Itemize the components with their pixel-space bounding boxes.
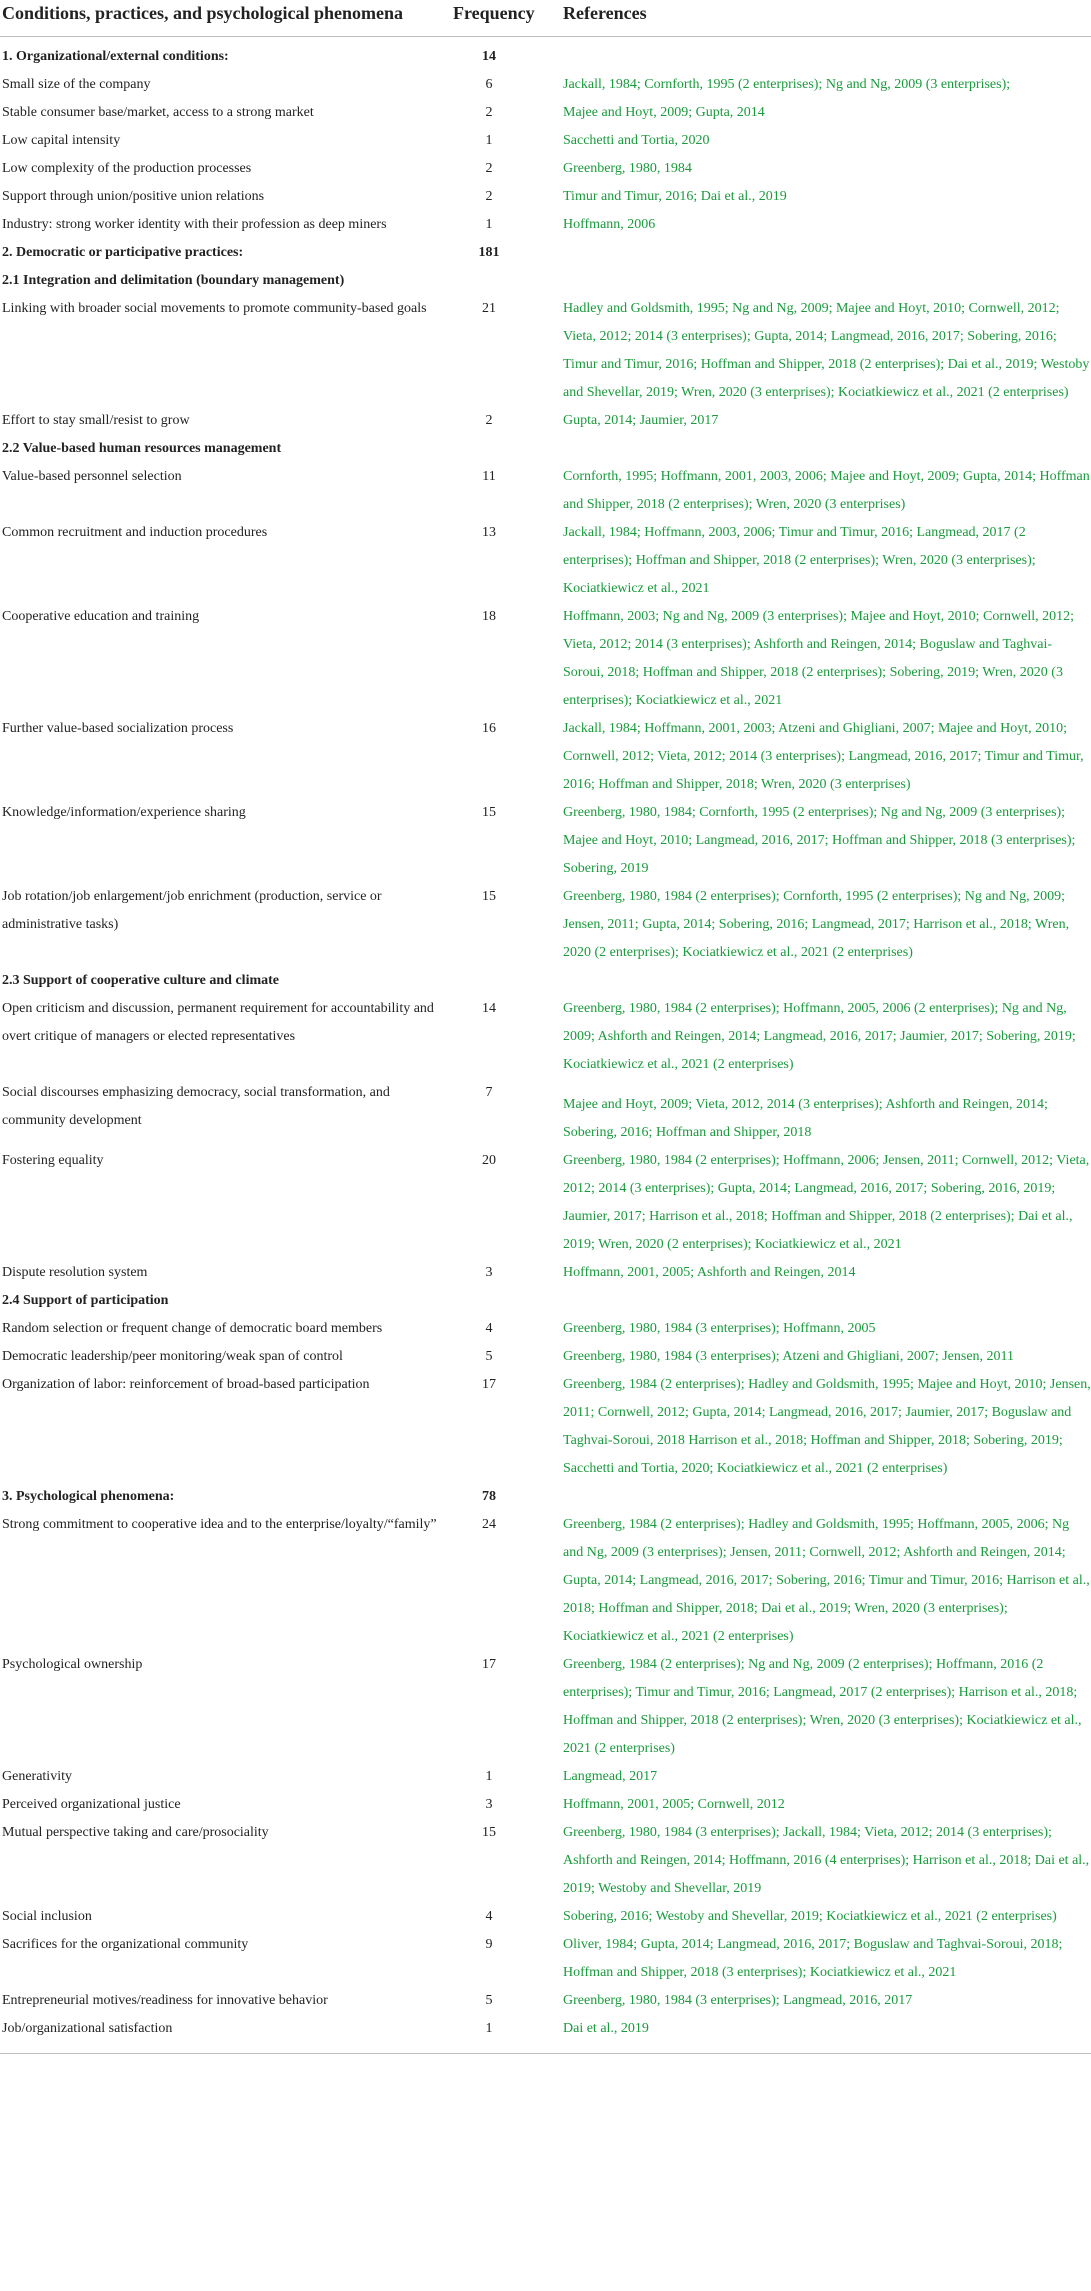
- references-cell: Greenberg, 1984 (2 enterprises); Ng and Ng, 2009 (2 enterprises); Hoffmann, 2016 (2 enterprises); Timur and Timur, 2016; Langmead, 2017 (2 enterprises); Harrison et al., 2018; Hoffman and Shipper, 2018 (2 enterprises); Wren, 2020 (3 enterprises); Kociatkiewicz et al., 2021 (2 enterprises): [563, 1657, 1082, 1756]
- condition-cell: Support through union/positive union relations: [2, 189, 265, 204]
- table-row: [0, 99, 1091, 127]
- table-row: [0, 1763, 1091, 1791]
- condition-cell: Common recruitment and induction procedures: [2, 525, 268, 540]
- table-row: [0, 2015, 1091, 2043]
- frequency-cell: 20: [482, 1153, 496, 1168]
- table-row: [0, 603, 1091, 715]
- references-cell: Greenberg, 1980, 1984 (3 enterprises); Atzeni and Ghigliani, 2007; Jensen, 2011: [563, 1349, 1015, 1364]
- table-end-rule: [0, 2043, 1091, 2054]
- frequency-cell: 18: [482, 609, 496, 624]
- condition-cell: Open criticism and discussion, permanent requirement for accountability and overt critique of managers or elected representatives: [2, 1001, 434, 1044]
- references-cell: Jackall, 1984; Hoffmann, 2003, 2006; Timur and Timur, 2016; Langmead, 2017 (2 enterprises); Hoffman and Shipper, 2018 (2 enterprises); Wren, 2020 (3 enterprises); Kociatkiewicz et al., 2021: [563, 525, 1036, 596]
- table-row: [0, 211, 1091, 239]
- references-cell: Greenberg, 1980, 1984; Cornforth, 1995 (2 enterprises); Ng and Ng, 2009 (3 enterprises); Majee and Hoyt, 2010; Langmead, 2016, 2017; Hoffman and Shipper, 2018 (3 enterprises); Sobering, 2019: [563, 805, 1076, 876]
- subsection-row: [0, 267, 1091, 295]
- condition-cell: Knowledge/information/experience sharing: [2, 805, 246, 820]
- frequency-cell: 17: [482, 1657, 496, 1672]
- section-row: [0, 1483, 1091, 1511]
- references-cell: Greenberg, 1980, 1984 (3 enterprises); Jackall, 1984; Vieta, 2012; 2014 (3 enterprises); Ashforth and Reingen, 2014; Hoffmann, 2016 (4 enterprises); Harrison et al., 2018; Dai et al., 2019; Westoby and Shevellar, 2019: [563, 1825, 1090, 1896]
- references-cell: Hoffmann, 2001, 2005; Ashforth and Reingen, 2014: [563, 1265, 856, 1280]
- frequency-cell: 3: [485, 1797, 493, 1812]
- references-cell: Greenberg, 1984 (2 enterprises); Hadley and Goldsmith, 1995; Majee and Hoyt, 2010; Jensen, 2011; Cornwell, 2012; Gupta, 2014; Langmead, 2016, 2017; Jaumier, 2017; Boguslaw and Taghvai-Soroui, 2018 Harrison et al., 2018; Hoffman and Shipper, 2018; Sobering, 2019; Sacchetti and Tortia, 2020; Kociatkiewicz et al., 2021 (2 enterprises): [563, 1377, 1091, 1476]
- table-row: [0, 519, 1091, 603]
- frequency-cell: 5: [485, 1349, 493, 1364]
- table-header-row: [0, 0, 1091, 37]
- references-cell: Hoffmann, 2001, 2005; Cornwell, 2012: [563, 1797, 785, 1812]
- frequency-cell: 11: [482, 469, 496, 484]
- frequency-cell: 17: [482, 1377, 496, 1392]
- condition-cell: Stable consumer base/market, access to a strong market: [2, 105, 314, 120]
- condition-cell: Mutual perspective taking and care/prosociality: [2, 1825, 269, 1840]
- condition-cell: 2.3 Support of cooperative culture and climate: [2, 973, 279, 988]
- frequency-cell: 14: [482, 1001, 496, 1016]
- table-row: [0, 1791, 1091, 1819]
- frequency-cell: 15: [482, 1825, 496, 1840]
- condition-cell: Entrepreneurial motives/readiness for innovative behavior: [2, 1993, 328, 2008]
- table-row: [0, 183, 1091, 211]
- subsection-row: [0, 967, 1091, 995]
- table-row: [0, 463, 1091, 519]
- frequency-cell: [443, 967, 563, 995]
- condition-cell: 3. Psychological phenomena:: [2, 1489, 175, 1504]
- table-body: [0, 37, 1091, 2054]
- references-cell: Sobering, 2016; Westoby and Shevellar, 2019; Kociatkiewicz et al., 2021 (2 enterprises): [563, 1909, 1057, 1924]
- section-row: [0, 239, 1091, 267]
- references-cell: Sacchetti and Tortia, 2020: [563, 133, 710, 148]
- condition-cell: Low complexity of the production processes: [2, 161, 252, 176]
- condition-cell: Random selection or frequent change of democratic board members: [2, 1321, 383, 1336]
- condition-cell: Democratic leadership/peer monitoring/weak span of control: [2, 1349, 343, 1364]
- condition-cell: Small size of the company: [2, 77, 151, 92]
- frequency-cell: 4: [485, 1321, 493, 1336]
- references-cell: Jackall, 1984; Cornforth, 1995 (2 enterprises); Ng and Ng, 2009 (3 enterprises);: [563, 77, 1011, 92]
- references-cell: [563, 239, 1091, 267]
- frequency-cell: 78: [482, 1489, 496, 1504]
- references-cell: Majee and Hoyt, 2009; Gupta, 2014: [563, 105, 765, 120]
- references-cell: [563, 967, 1091, 995]
- condition-cell: Further value-based socialization process: [2, 721, 234, 736]
- condition-cell: Fostering equality: [2, 1153, 104, 1168]
- frequency-cell: [443, 435, 563, 463]
- condition-cell: 2.1 Integration and delimitation (boundary management): [2, 273, 345, 288]
- table-row: [0, 1343, 1091, 1371]
- section-row: [0, 43, 1091, 71]
- header-references: References: [563, 0, 1091, 37]
- frequency-cell: 14: [482, 49, 496, 64]
- condition-cell: 2.4 Support of participation: [2, 1293, 169, 1308]
- header-conditions: Conditions, practices, and psychological phenomena: [0, 0, 443, 37]
- condition-cell: 1. Organizational/external conditions:: [2, 49, 229, 64]
- references-cell: Greenberg, 1980, 1984 (2 enterprises); Hoffmann, 2006; Jensen, 2011; Cornwell, 2012; Vieta, 2012; 2014 (3 enterprises); Gupta, 2014; Langmead, 2016, 2017; Sobering, 2016, 2019; Jaumier, 2017; Harrison et al., 2018; Hoffman and Shipper, 2018 (2 enterprises); Dai et al., 2019; Wren, 2020 (2 enterprises); Kociatkiewicz et al., 2021: [563, 1153, 1090, 1252]
- condition-cell: Perceived organizational justice: [2, 1797, 181, 1812]
- table-row: [0, 127, 1091, 155]
- references-cell: Hoffmann, 2003; Ng and Ng, 2009 (3 enterprises); Majee and Hoyt, 2010; Cornwell, 2012; Vieta, 2012; 2014 (3 enterprises); Ashforth and Reingen, 2014; Boguslaw and Taghvai-Soroui, 2018; Hoffman and Shipper, 2018 (2 enterprises); Sobering, 2019; Wren, 2020 (3 enterprises); Kociatkiewicz et al., 2021: [563, 609, 1075, 708]
- frequency-cell: 15: [482, 889, 496, 904]
- references-cell: Jackall, 1984; Hoffmann, 2001, 2003; Atzeni and Ghigliani, 2007; Majee and Hoyt, 2010; Cornwell, 2012; Vieta, 2012; 2014 (3 enterprises); Langmead, 2016, 2017; Timur and Timur, 2016; Hoffman and Shipper, 2018; Wren, 2020 (3 enterprises): [563, 721, 1084, 792]
- table-row: [0, 295, 1091, 407]
- references-cell: Dai et al., 2019: [563, 2021, 649, 2036]
- frequency-cell: 3: [485, 1265, 493, 1280]
- condition-cell: Social discourses emphasizing democracy, social transformation, and community development: [2, 1085, 390, 1128]
- table-row: [0, 155, 1091, 183]
- condition-cell: Job/organizational satisfaction: [2, 2021, 173, 2036]
- frequency-cell: 4: [485, 1909, 493, 1924]
- references-cell: [563, 435, 1091, 463]
- table-row: [0, 1371, 1091, 1483]
- references-cell: [563, 267, 1091, 295]
- table-row: [0, 1259, 1091, 1287]
- table-row: [0, 799, 1091, 883]
- condition-cell: Job rotation/job enlargement/job enrichment (production, service or administrative tasks): [2, 889, 382, 932]
- table-row: [0, 71, 1091, 99]
- frequency-cell: 7: [485, 1085, 493, 1100]
- references-cell: Cornforth, 1995; Hoffmann, 2001, 2003, 2006; Majee and Hoyt, 2009; Gupta, 2014; Hoffman and Shipper, 2018 (2 enterprises); Wren, 2020 (3 enterprises): [563, 469, 1090, 512]
- table-row: [0, 883, 1091, 967]
- condition-cell: 2.2 Value-based human resources management: [2, 441, 282, 456]
- references-cell: Hadley and Goldsmith, 1995; Ng and Ng, 2009; Majee and Hoyt, 2010; Cornwell, 2012; Vieta, 2012; 2014 (3 enterprises); Gupta, 2014; Langmead, 2016, 2017; Sobering, 2016; Timur and Timur, 2016; Hoffman and Shipper, 2018 (2 enterprises); Dai et al., 2019; Westoby and Shevellar, 2019; Wren, 2020 (3 enterprises); Kociatkiewicz et al., 2021 (2 enterprises): [563, 301, 1090, 400]
- condition-cell: Low capital intensity: [2, 133, 121, 148]
- references-cell: Hoffmann, 2006: [563, 217, 656, 232]
- condition-cell: Industry: strong worker identity with their profession as deep miners: [2, 217, 387, 232]
- table-row: [0, 1079, 1091, 1147]
- frequency-cell: 9: [485, 1937, 493, 1952]
- frequency-cell: 1: [485, 133, 493, 148]
- table-row: [0, 1987, 1091, 2015]
- subsection-row: [0, 1287, 1091, 1315]
- condition-cell: Social inclusion: [2, 1909, 92, 1924]
- condition-cell: Generativity: [2, 1769, 72, 1784]
- frequency-cell: 1: [485, 1769, 493, 1784]
- condition-cell: Value-based personnel selection: [2, 469, 182, 484]
- references-cell: Greenberg, 1980, 1984 (2 enterprises); Cornforth, 1995 (2 enterprises); Ng and Ng, 2009; Jensen, 2011; Gupta, 2014; Sobering, 2016; Langmead, 2017; Harrison et al., 2018; Wren, 2020 (2 enterprises); Kociatkiewicz et al., 2021 (2 enterprises): [563, 889, 1070, 960]
- frequency-cell: [443, 267, 563, 295]
- table-row: [0, 1511, 1091, 1651]
- references-cell: [563, 1483, 1091, 1511]
- table-row: [0, 407, 1091, 435]
- frequency-cell: 2: [485, 161, 493, 176]
- table-row: [0, 1819, 1091, 1903]
- references-cell: [563, 1287, 1091, 1315]
- references-cell: Langmead, 2017: [563, 1769, 658, 1784]
- frequency-cell: 1: [485, 2021, 493, 2036]
- frequency-cell: 2: [485, 189, 493, 204]
- condition-cell: Strong commitment to cooperative idea and to the enterprise/loyalty/“family”: [2, 1517, 437, 1532]
- references-cell: Majee and Hoyt, 2009; Vieta, 2012, 2014 (3 enterprises); Ashforth and Reingen, 2014; Sobering, 2016; Hoffman and Shipper, 2018: [563, 1097, 1048, 1140]
- frequency-cell: 2: [485, 413, 493, 428]
- frequency-cell: 15: [482, 805, 496, 820]
- table-row: [0, 1651, 1091, 1763]
- references-cell: Timur and Timur, 2016; Dai et al., 2019: [563, 189, 787, 204]
- condition-cell: Linking with broader social movements to promote community-based goals: [2, 301, 427, 316]
- frequency-cell: 2: [485, 105, 493, 120]
- condition-cell: 2. Democratic or participative practices:: [2, 245, 244, 260]
- table-row: [0, 715, 1091, 799]
- frequency-cell: 13: [482, 525, 496, 540]
- frequency-cell: 21: [482, 301, 496, 316]
- condition-cell: Psychological ownership: [2, 1657, 143, 1672]
- references-cell: Greenberg, 1980, 1984 (2 enterprises); Hoffmann, 2005, 2006 (2 enterprises); Ng and Ng, 2009; Ashforth and Reingen, 2014; Langmead, 2016, 2017; Jaumier, 2017; Sobering, 2019; Kociatkiewicz et al., 2021 (2 enterprises): [563, 1001, 1076, 1072]
- table-row: [0, 1315, 1091, 1343]
- table-row: [0, 995, 1091, 1079]
- header-frequency: Frequency: [443, 0, 563, 37]
- references-cell: Greenberg, 1980, 1984: [563, 161, 692, 176]
- condition-cell: Cooperative education and training: [2, 609, 200, 624]
- frequency-cell: 5: [485, 1993, 493, 2008]
- table-row: [0, 1903, 1091, 1931]
- frequency-cell: 16: [482, 721, 496, 736]
- references-cell: Greenberg, 1980, 1984 (3 enterprises); Langmead, 2016, 2017: [563, 1993, 913, 2008]
- condition-cell: Organization of labor: reinforcement of broad-based participation: [2, 1377, 370, 1392]
- table-row: [0, 1147, 1091, 1259]
- subsection-row: [0, 435, 1091, 463]
- frequency-cell: 24: [482, 1517, 496, 1532]
- frequency-cell: 1: [485, 217, 493, 232]
- frequency-cell: 6: [485, 77, 493, 92]
- table-row: [0, 1931, 1091, 1987]
- references-cell: Greenberg, 1980, 1984 (3 enterprises); Hoffmann, 2005: [563, 1321, 876, 1336]
- frequency-cell: 181: [478, 245, 500, 260]
- frequency-cell: [443, 1287, 563, 1315]
- references-cell: Oliver, 1984; Gupta, 2014; Langmead, 2016, 2017; Boguslaw and Taghvai-Soroui, 2018; Hoffman and Shipper, 2018 (3 enterprises); Kociatkiewicz et al., 2021: [563, 1937, 1063, 1980]
- condition-cell: Sacrifices for the organizational community: [2, 1937, 249, 1952]
- references-cell: Greenberg, 1984 (2 enterprises); Hadley and Goldsmith, 1995; Hoffmann, 2005, 2006; Ng and Ng, 2009 (3 enterprises); Jensen, 2011; Cornwell, 2012; Ashforth and Reingen, 2014; Gupta, 2014; Langmead, 2016, 2017; Sobering, 2016; Timur and Timur, 2016; Harrison et al., 2018; Hoffman and Shipper, 2018; Dai et al., 2019; Wren, 2020 (3 enterprises); Kociatkiewicz et al., 2021 (2 enterprises): [563, 1517, 1090, 1644]
- condition-cell: Dispute resolution system: [2, 1265, 148, 1280]
- condition-cell: Effort to stay small/resist to grow: [2, 413, 190, 428]
- references-cell: [563, 43, 1091, 71]
- references-cell: Gupta, 2014; Jaumier, 2017: [563, 413, 719, 428]
